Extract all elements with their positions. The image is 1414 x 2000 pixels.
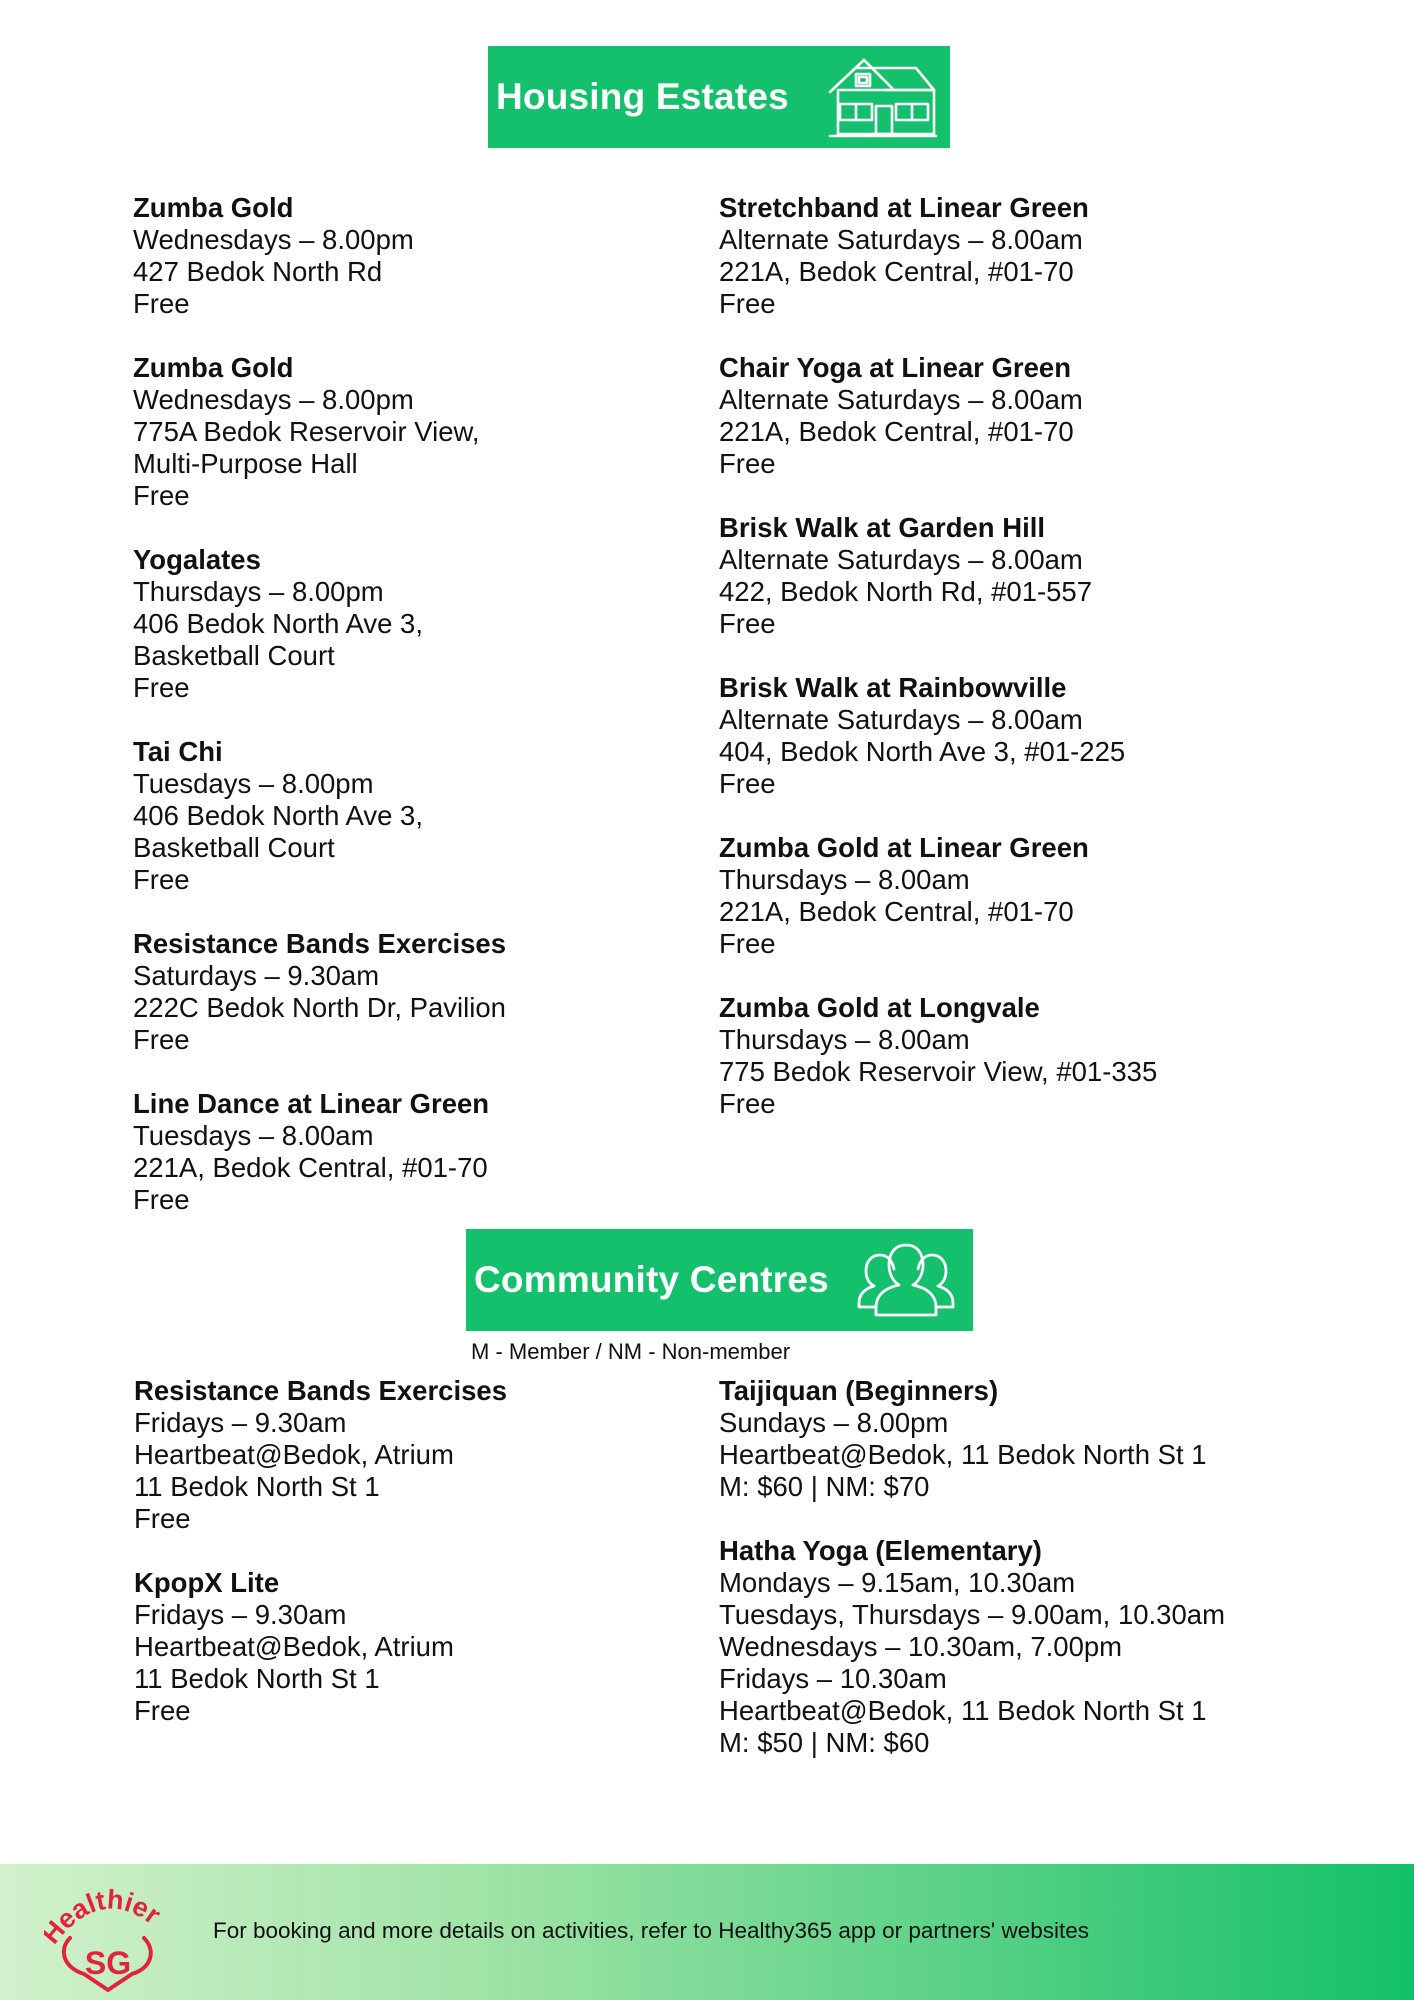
activity-price: Free <box>133 672 190 703</box>
activity-schedule: Tuesdays – 8.00pm <box>133 768 374 799</box>
activity-schedule: Tuesdays, Thursdays – 9.00am, 10.30am <box>719 1599 1225 1630</box>
activity-title: Zumba Gold <box>133 192 294 223</box>
activity-entry <box>719 1375 1225 1503</box>
activity-price: Free <box>719 1088 776 1119</box>
activity-schedule: Thursdays – 8.00am <box>719 1024 970 1055</box>
activity-address: 11 Bedok North St 1 <box>134 1663 380 1694</box>
activity-price: Free <box>719 928 776 959</box>
activity-title: Zumba Gold at Longvale <box>719 992 1040 1023</box>
activity-schedule: Alternate Saturdays – 8.00am <box>719 544 1083 575</box>
activity-title: Brisk Walk at Garden Hill <box>719 512 1046 543</box>
activity-title: Zumba Gold at Linear Green <box>719 832 1089 863</box>
footer-bar <box>0 1864 1414 2000</box>
people-group-icon <box>856 1239 956 1326</box>
activity-entry <box>133 736 506 896</box>
activity-entry <box>134 1375 507 1535</box>
activity-title: Stretchband at Linear Green <box>719 192 1089 223</box>
activity-entry <box>719 512 1157 640</box>
activity-entry <box>133 928 506 1056</box>
member-legend: M - Member / NM - Non-member <box>471 1339 791 1364</box>
activity-location-detail: Basketball Court <box>133 832 335 863</box>
community-centres-title: Community Centres <box>474 1259 829 1300</box>
activity-title: Line Dance at Linear Green <box>133 1088 490 1119</box>
activity-location: 221A, Bedok Central, #01-70 <box>719 896 1074 927</box>
activity-title: Brisk Walk at Rainbowville <box>719 672 1067 703</box>
activity-title: KpopX Lite <box>134 1567 280 1598</box>
activity-location-detail: Basketball Court <box>133 640 335 671</box>
activity-price: Free <box>719 448 776 479</box>
activity-price: Free <box>134 1503 191 1534</box>
activity-price: Free <box>133 1184 190 1215</box>
activity-location: 427 Bedok North Rd <box>133 256 383 287</box>
activity-entry <box>719 352 1157 480</box>
activity-location: 404, Bedok North Ave 3, #01-225 <box>719 736 1126 767</box>
activity-location: 221A, Bedok Central, #01-70 <box>719 256 1074 287</box>
activity-schedule: Thursdays – 8.00am <box>719 864 970 895</box>
activity-title: Resistance Bands Exercises <box>133 928 506 959</box>
activity-price: Free <box>133 1024 190 1055</box>
activity-schedule: Wednesdays – 10.30am, 7.00pm <box>719 1631 1123 1662</box>
activity-location: Heartbeat@Bedok, Atrium <box>134 1439 454 1470</box>
activity-entry <box>134 1567 507 1727</box>
activity-schedule: Thursdays – 8.00pm <box>133 576 384 607</box>
healthier-sg-logo <box>44 1884 174 1999</box>
activity-location: Heartbeat@Bedok, Atrium <box>134 1631 454 1662</box>
housing-right-column <box>719 192 1157 1152</box>
activity-price: M: $60 | NM: $70 <box>719 1471 930 1502</box>
activity-title: Resistance Bands Exercises <box>134 1375 507 1406</box>
activity-location: 221A, Bedok Central, #01-70 <box>133 1152 488 1183</box>
activity-schedule: Fridays – 10.30am <box>719 1663 947 1694</box>
logo-text-healthier: ealthier <box>50 1884 167 1936</box>
activity-entry <box>719 992 1157 1120</box>
activity-schedule: Fridays – 9.30am <box>134 1599 347 1630</box>
community-centres-banner <box>466 1229 973 1331</box>
activity-location: 775 Bedok Reservoir View, #01-335 <box>719 1056 1158 1087</box>
activity-schedule: Fridays – 9.30am <box>134 1407 347 1438</box>
activity-schedule: Alternate Saturdays – 8.00am <box>719 224 1083 255</box>
activity-location-detail: Multi-Purpose Hall <box>133 448 358 479</box>
activity-title: Yogalates <box>133 544 261 575</box>
activity-entry <box>133 352 506 512</box>
logo-text-sg: SG <box>84 1945 132 1981</box>
housing-estates-banner <box>488 46 950 148</box>
activity-location: Heartbeat@Bedok, 11 Bedok North St 1 <box>719 1439 1207 1470</box>
svg-text:Healthier <box>44 1884 167 1949</box>
activity-price: M: $50 | NM: $60 <box>719 1727 930 1758</box>
activity-price: Free <box>719 288 776 319</box>
activity-entry <box>133 192 506 320</box>
activity-entry <box>133 544 506 704</box>
activity-entry <box>133 1088 506 1216</box>
footer-note: For booking and more details on activities, refer to Healthy365 app or partners' websites <box>213 1918 1090 1943</box>
activity-price: Free <box>719 768 776 799</box>
house-icon <box>826 52 938 149</box>
activity-price: Free <box>133 864 190 895</box>
activity-title: Tai Chi <box>133 736 223 767</box>
activity-location: Heartbeat@Bedok, 11 Bedok North St 1 <box>719 1695 1207 1726</box>
activity-price: Free <box>133 480 190 511</box>
activity-entry <box>719 672 1157 800</box>
activity-schedule: Alternate Saturdays – 8.00am <box>719 384 1083 415</box>
activity-location: 221A, Bedok Central, #01-70 <box>719 416 1074 447</box>
activity-location: 406 Bedok North Ave 3, <box>133 608 423 639</box>
activity-schedule: Saturdays – 9.30am <box>133 960 380 991</box>
activity-location: 775A Bedok Reservoir View, <box>133 416 480 447</box>
community-left-column <box>134 1375 507 1759</box>
activity-title: Hatha Yoga (Elementary) <box>719 1535 1042 1566</box>
activity-schedule: Wednesdays – 8.00pm <box>133 384 414 415</box>
activity-schedule: Sundays – 8.00pm <box>719 1407 949 1438</box>
activity-entry <box>719 1535 1225 1759</box>
activity-location: 222C Bedok North Dr, Pavilion <box>133 992 506 1023</box>
activity-schedule: Wednesdays – 8.00pm <box>133 224 414 255</box>
activity-address: 11 Bedok North St 1 <box>134 1471 380 1502</box>
community-right-column <box>719 1375 1225 1791</box>
activity-location: 406 Bedok North Ave 3, <box>133 800 423 831</box>
activity-schedule: Mondays – 9.15am, 10.30am <box>719 1567 1076 1598</box>
activity-price: Free <box>134 1695 191 1726</box>
activity-title: Taijiquan (Beginners) <box>719 1375 999 1406</box>
activity-entry <box>719 832 1157 960</box>
activity-entry <box>719 192 1157 320</box>
activity-schedule: Alternate Saturdays – 8.00am <box>719 704 1083 735</box>
activity-price: Free <box>133 288 190 319</box>
activity-price: Free <box>719 608 776 639</box>
housing-left-column <box>133 192 506 1248</box>
activity-title: Chair Yoga at Linear Green <box>719 352 1072 383</box>
activity-schedule: Tuesdays – 8.00am <box>133 1120 374 1151</box>
housing-estates-title: Housing Estates <box>496 76 789 117</box>
activity-location: 422, Bedok North Rd, #01-557 <box>719 576 1093 607</box>
activity-title: Zumba Gold <box>133 352 294 383</box>
